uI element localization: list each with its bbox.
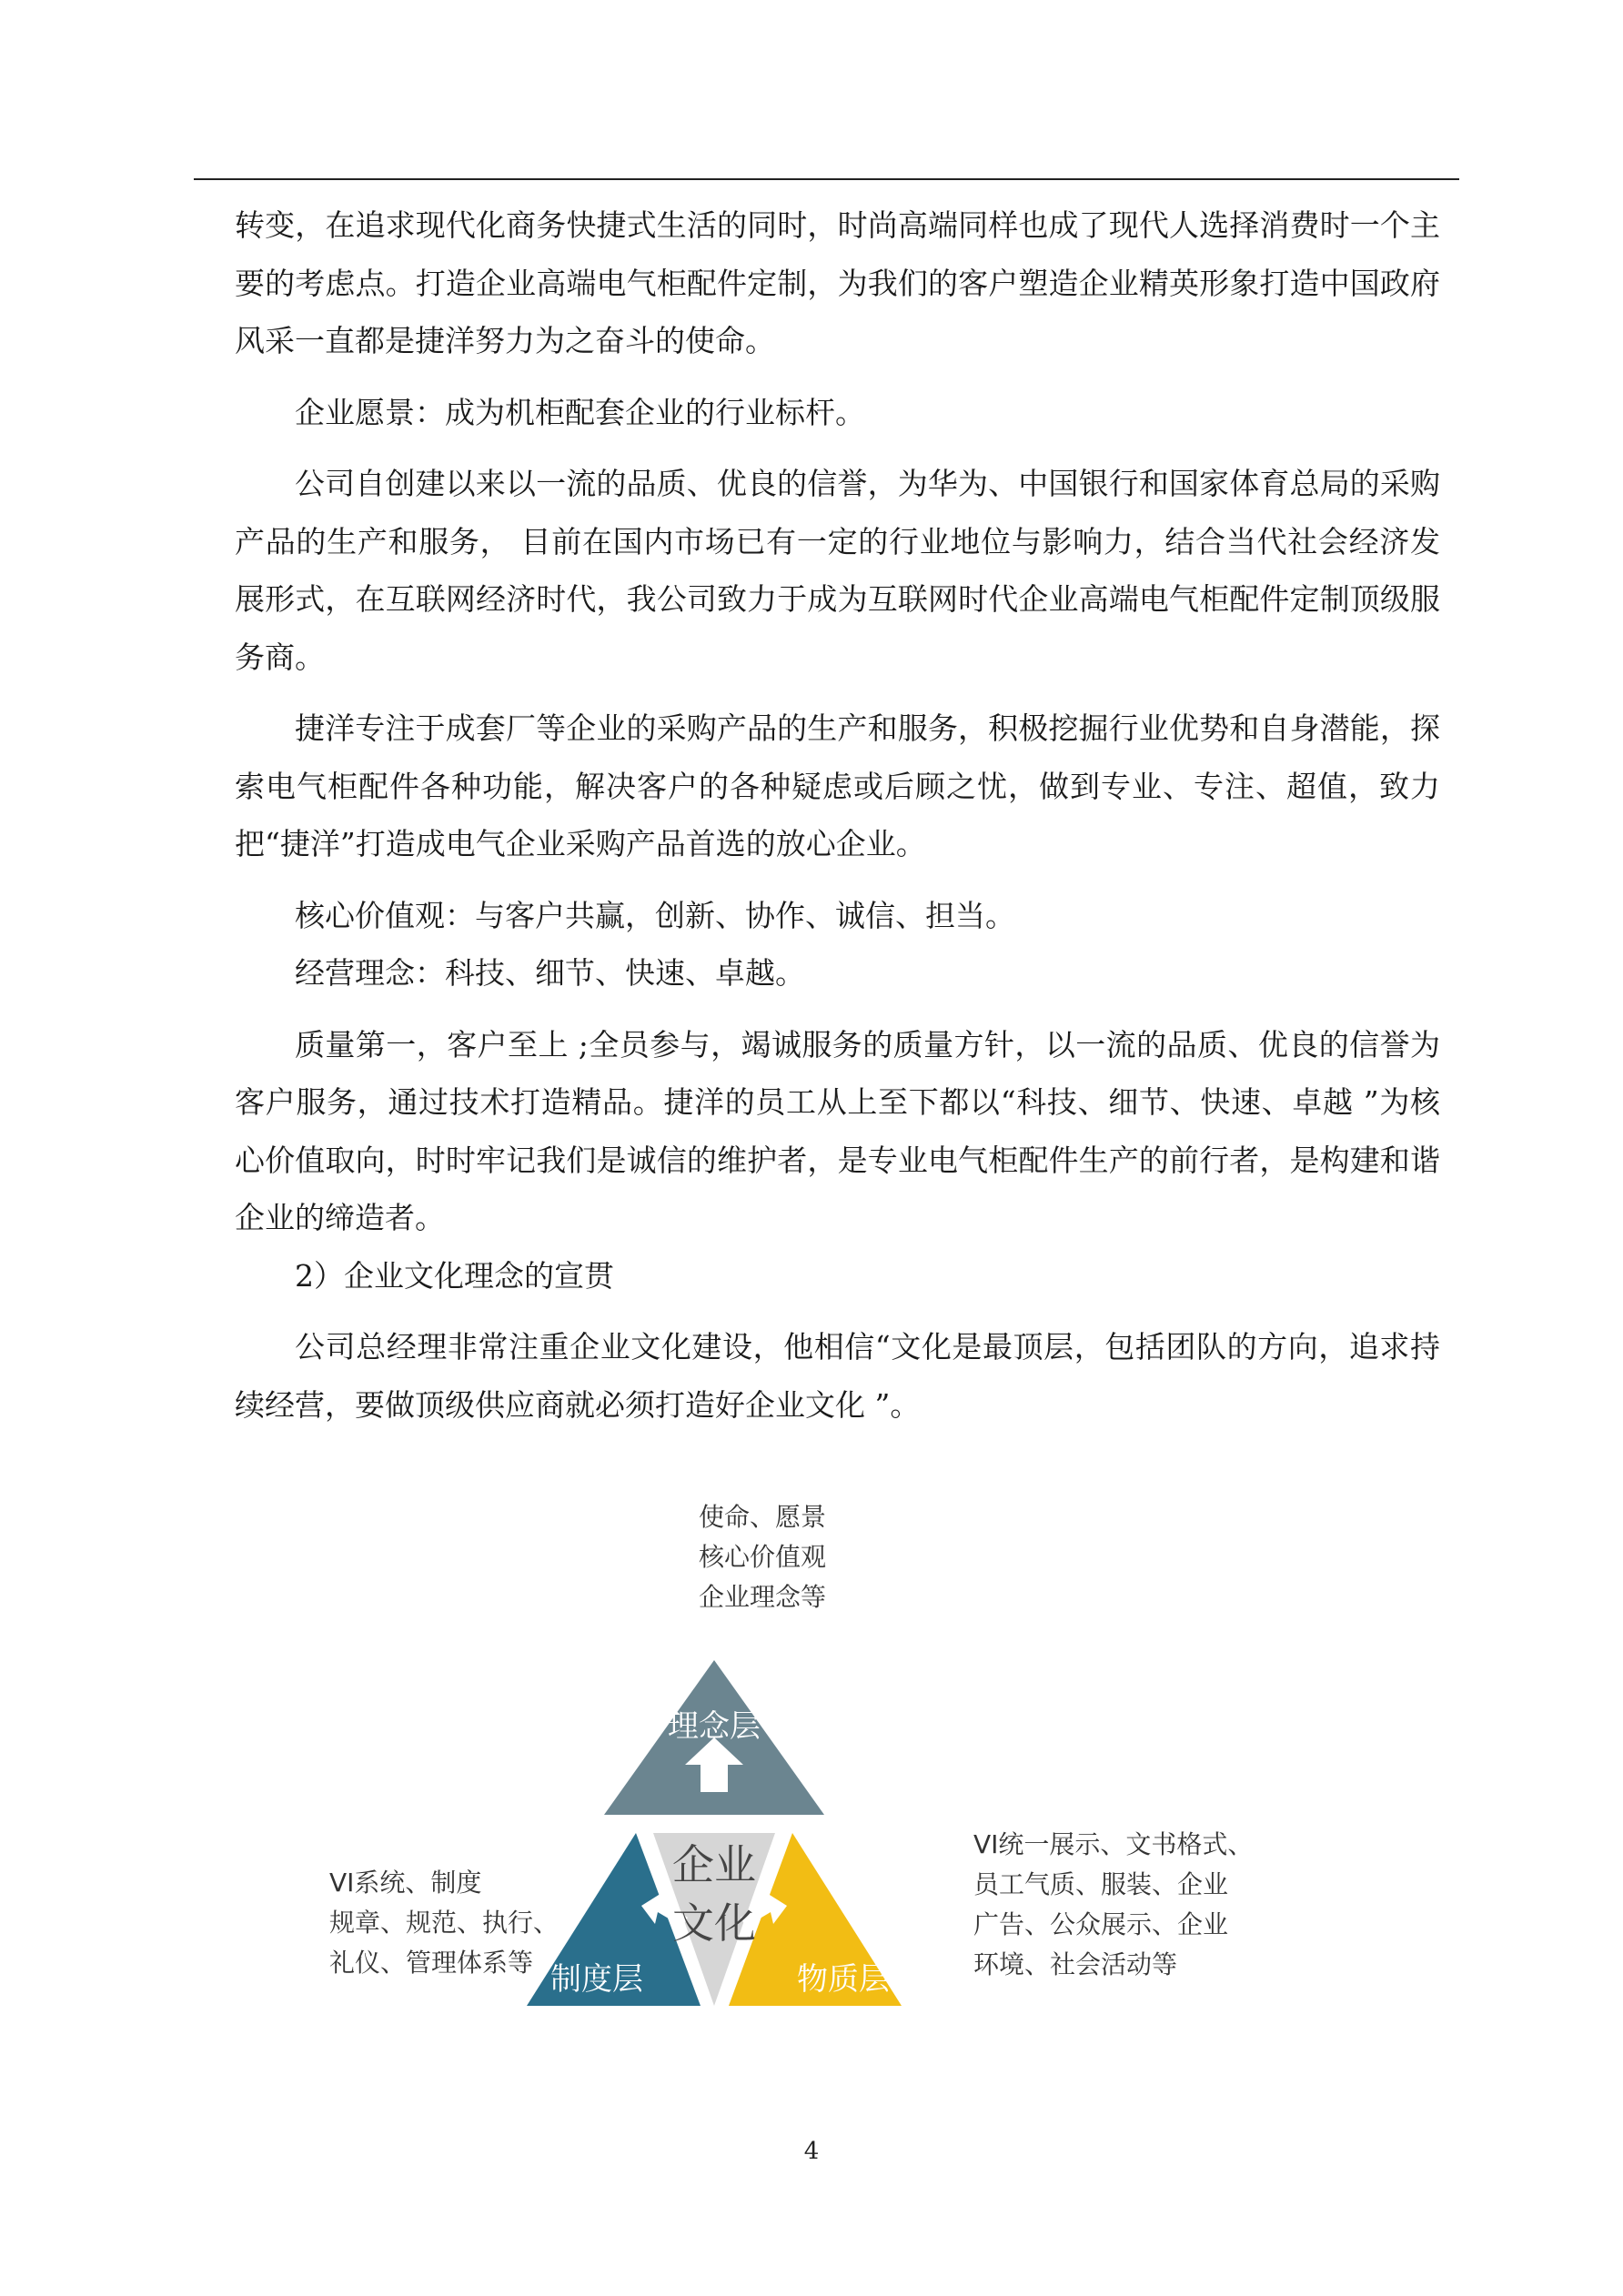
culture-center-label — [650, 1836, 778, 1952]
label-line: 广告、公众展示、企业 — [973, 1909, 1229, 1939]
label-line: 规章、规范、执行、 — [329, 1908, 559, 1938]
section-heading: 2）企业文化理念的宣贯 — [295, 1257, 614, 1294]
label-line: 核心价值观 — [699, 1542, 827, 1572]
paragraph: 捷洋专注于成套厂等企业的采购产品的生产和服务，积极挖掘行业优势和自身潜能，探索电气柜配件各种功能，解决客户的各种疑虑或后顾之忧，做到专业、专注、超值，致力把“捷洋”打造成电气企业采购产品首选的放心企业。 — [235, 710, 1440, 861]
paragraph: 企业愿景：成为机柜配套企业的行业标杆。 — [295, 394, 865, 430]
header-rule — [194, 178, 1459, 180]
label-line: VI统一展示、文书格式、 — [973, 1829, 1254, 1859]
label-line: 员工气质、服装、企业 — [973, 1869, 1229, 1899]
material-layer-description — [973, 1825, 1253, 1985]
system-layer-description — [329, 1863, 559, 1983]
label-line: 企业理念等 — [699, 1582, 827, 1612]
label-line: 环境、社会活动等 — [973, 1949, 1178, 1979]
label-line: 使命、愿景 — [699, 1502, 827, 1532]
material-layer-label: 物质层 — [797, 1961, 890, 1998]
paragraph: 核心价值观：与客户共赢，创新、协作、诚信、担当。 — [295, 897, 1015, 933]
concept-layer-description — [699, 1497, 826, 1617]
paragraph: 公司自创建以来以一流的品质、优良的信誉，为华为、中国银行和国家体育总局的采购产品的生产和服务， 目前在国内市场已有一定的行业地位与影响力，结合当代社会经济发展形式，在互联网经济时代，我公司致力于成为互联网时代企业高端电气柜配件定制顶级服务商。 — [235, 466, 1440, 675]
center-line: 文化 — [672, 1898, 756, 1948]
document-body — [235, 196, 1440, 1434]
paragraph: 公司总经理非常注重企业文化建设，他相信“文化是最顶层，包括团队的方向，追求持续经营，要做顶级供应商就必须打造好企业文化 ”。 — [235, 1329, 1440, 1423]
system-layer-label: 制度层 — [550, 1961, 643, 1998]
center-line: 企业 — [672, 1840, 756, 1889]
label-line: VI系统、制度 — [329, 1868, 482, 1898]
concept-layer-label: 理念层 — [668, 1708, 761, 1745]
culture-diagram — [309, 1492, 1319, 2074]
paragraph: 经营理念：科技、细节、快速、卓越。 — [295, 955, 805, 991]
label-line: 礼仪、管理体系等 — [329, 1948, 534, 1978]
page-number: 4 — [803, 2138, 820, 2165]
paragraph: 质量第一，客户至上 ;全员参与，竭诚服务的质量方针，以一流的品质、优良的信誉为客户服务，通过技术打造精品。捷洋的员工从上至下都以“科技、细节、快速、卓越 ”为核心价值取向，时时牢记我们是诚信的维护者，是专业电气柜配件生产的前行者，是构建和谐企业的缔造者。 — [235, 1026, 1440, 1235]
paragraph: 转变，在追求现代化商务快捷式生活的同时，时尚高端同样也成了现代人选择消费时一个主要的考虑点。打造企业高端电气柜配件定制，为我们的客户塑造企业精英形象打造中国政府风采一直都是捷洋努力为之奋斗的使命。 — [235, 207, 1440, 358]
